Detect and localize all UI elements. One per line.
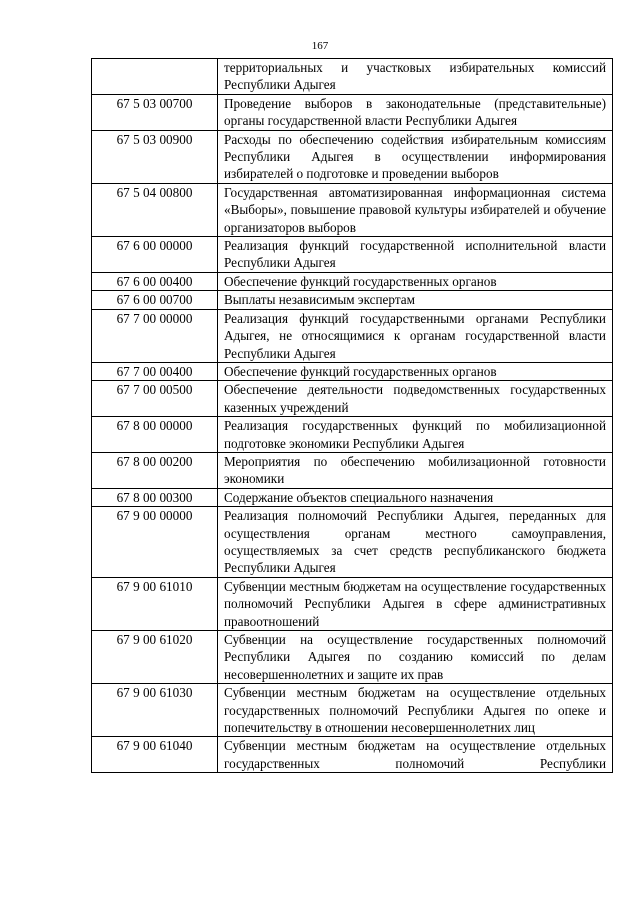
description-cell: Обеспечение функций государственных органов — [218, 272, 613, 290]
description-cell: Обеспечение функций государственных органов — [218, 362, 613, 380]
page-number: 167 — [311, 40, 329, 52]
code-cell: 67 6 00 00700 — [92, 291, 218, 309]
code-cell: 67 7 00 00500 — [92, 381, 218, 417]
table-row — [92, 507, 613, 578]
code-cell: 67 9 00 00000 — [92, 507, 218, 578]
code-cell: 67 6 00 00400 — [92, 272, 218, 290]
description-cell: Выплаты независимым экспертам — [218, 291, 613, 309]
code-cell: 67 8 00 00000 — [92, 417, 218, 453]
description-cell: Обеспечение деятельности подведомственных государственных казенных учреждений — [218, 381, 613, 417]
code-cell: 67 9 00 61040 — [92, 737, 218, 773]
table-row — [92, 631, 613, 684]
table-row — [92, 183, 613, 236]
description-cell: Субвенции местным бюджетам на осуществление отдельных государственных полномочий Республики Адыгея по опеке и попечительству в отношении несовершеннолетних лиц — [218, 684, 613, 737]
table-row — [92, 130, 613, 183]
description-cell: Субвенции на осуществление государственных полномочий Республики Адыгея по созданию комиссий по делам несовершеннолетних и защите их прав — [218, 631, 613, 684]
table-row — [92, 309, 613, 362]
code-cell: 67 6 00 00000 — [92, 237, 218, 273]
code-cell: 67 8 00 00200 — [92, 452, 218, 488]
description-cell: Субвенции местным бюджетам на осуществление отдельных государственных полномочий Республики — [218, 737, 613, 773]
description-cell: Субвенции местным бюджетам на осуществление государственных полномочий Республики Адыгея в сфере административных правоотношений — [218, 577, 613, 630]
table-row — [92, 452, 613, 488]
table-row — [92, 272, 613, 290]
code-cell: 67 7 00 00000 — [92, 309, 218, 362]
code-cell: 67 9 00 61010 — [92, 577, 218, 630]
code-cell: 67 9 00 61020 — [92, 631, 218, 684]
budget-code-table-body — [92, 59, 613, 773]
description-cell: Содержание объектов специального назначения — [218, 488, 613, 506]
table-row — [92, 59, 613, 95]
table-row — [92, 417, 613, 453]
description-cell: Проведение выборов в законодательные (представительные) органы государственной власти Республики Адыгея — [218, 94, 613, 130]
code-cell: 67 5 03 00900 — [92, 130, 218, 183]
code-cell: 67 8 00 00300 — [92, 488, 218, 506]
table-row — [92, 488, 613, 506]
table-row — [92, 684, 613, 737]
code-cell: 67 5 03 00700 — [92, 94, 218, 130]
table-row — [92, 577, 613, 630]
description-cell: Мероприятия по обеспечению мобилизационной готовности экономики — [218, 452, 613, 488]
description-cell: Реализация государственных функций по мобилизационной подготовке экономики Республики Адыгея — [218, 417, 613, 453]
description-cell: Реализация полномочий Республики Адыгея, переданных для осуществления органам местного самоуправления, осуществляемых за счет средств республиканского бюджета Республики Адыгея — [218, 507, 613, 578]
code-cell: 67 9 00 61030 — [92, 684, 218, 737]
code-cell: 67 5 04 00800 — [92, 183, 218, 236]
code-cell: 67 7 00 00400 — [92, 362, 218, 380]
description-cell: Реализация функций государственными органами Республики Адыгея, не относящимися к органам государственной власти Республики Адыгея — [218, 309, 613, 362]
description-cell: Реализация функций государственной исполнительной власти Республики Адыгея — [218, 237, 613, 273]
table-row — [92, 291, 613, 309]
code-cell — [92, 59, 218, 95]
budget-code-table — [91, 58, 613, 773]
table-row — [92, 237, 613, 273]
table-row — [92, 362, 613, 380]
description-cell: Расходы по обеспечению содействия избирательным комиссиям Республики Адыгея в осуществлении информирования избирателей о подготовке и проведении выборов — [218, 130, 613, 183]
description-cell: территориальных и участковых избирательных комиссий Республики Адыгея — [218, 59, 613, 95]
table-row — [92, 737, 613, 773]
table-row — [92, 94, 613, 130]
description-cell: Государственная автоматизированная информационная система «Выборы», повышение правовой культуры избирателей и обучение организаторов выборов — [218, 183, 613, 236]
table-row — [92, 381, 613, 417]
